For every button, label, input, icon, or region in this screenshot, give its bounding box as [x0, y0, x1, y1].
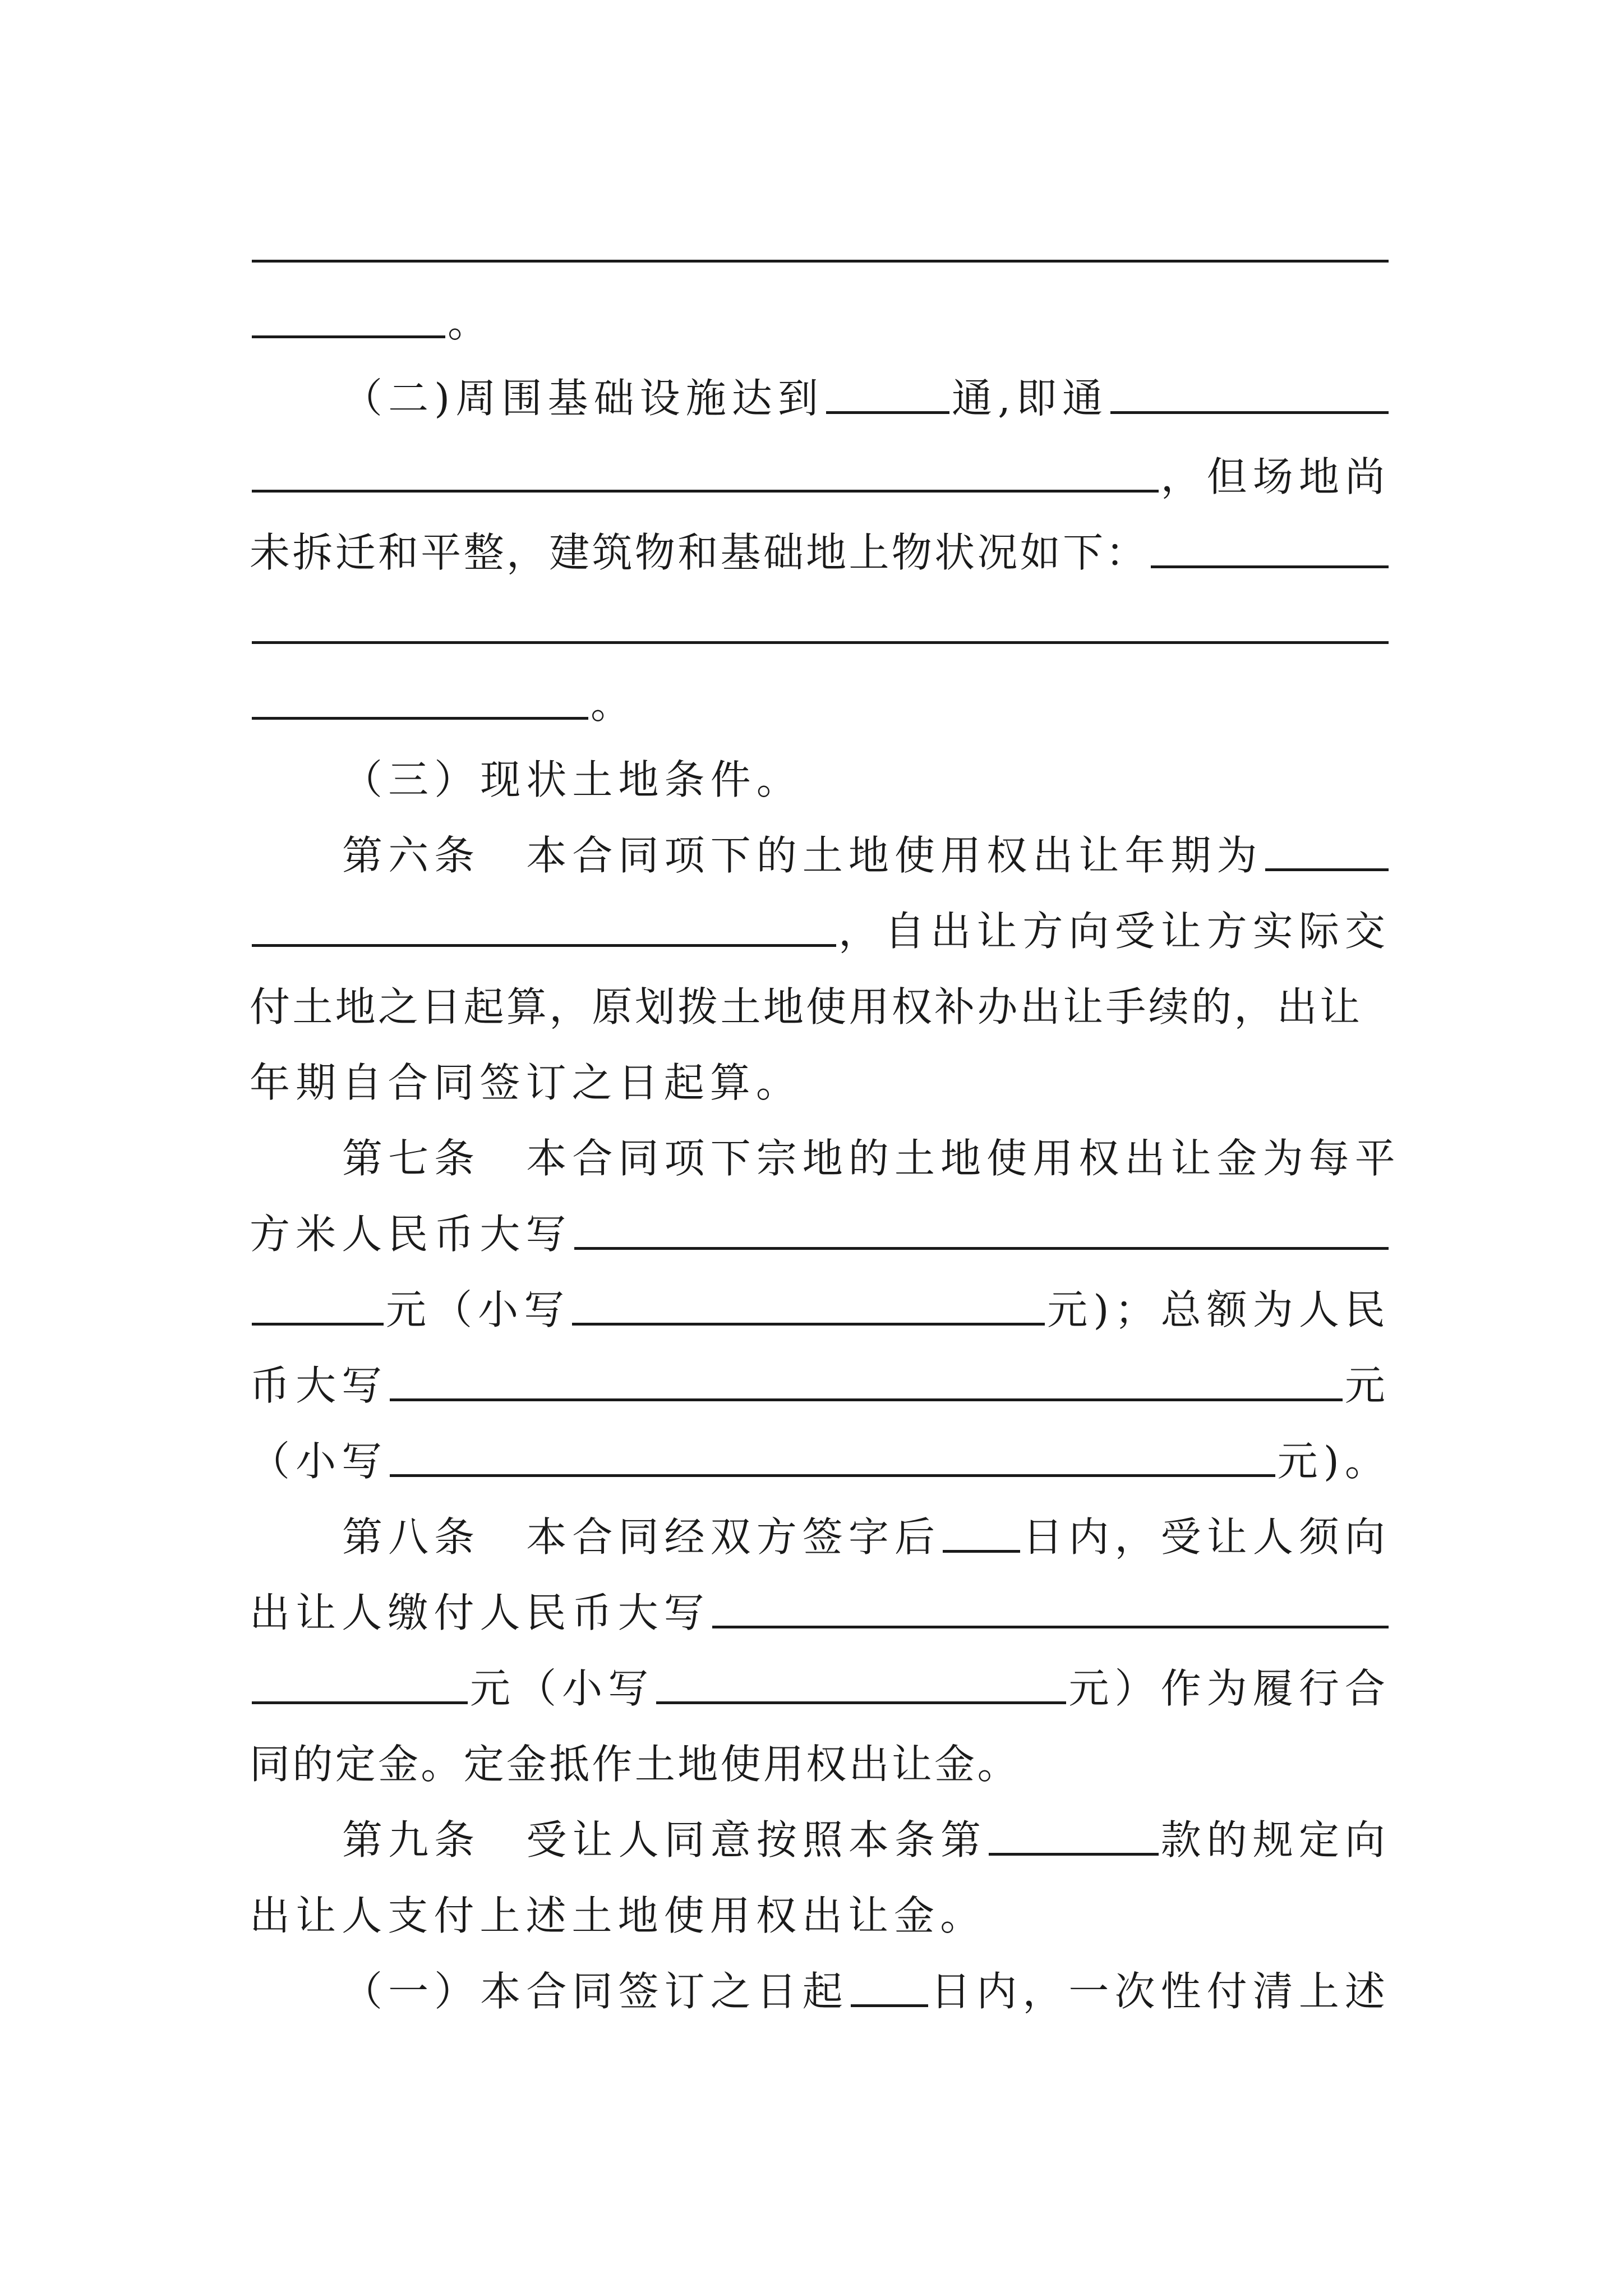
- fill-blank[interactable]: [390, 1474, 1275, 1477]
- article-9-heading: 第九条 受让人同意按照本条第: [342, 1816, 987, 1864]
- doc-line: [250, 875, 1391, 959]
- fill-blank[interactable]: [252, 641, 1389, 644]
- text-segment: 元: [1344, 1362, 1391, 1409]
- blank-line: [250, 572, 1391, 656]
- article-7-heading: 第七条 本合同项下宗地的土地使用权出让金为每平: [342, 1135, 1401, 1182]
- doc-line: [250, 421, 1391, 505]
- text-segment: 同的定金。定金抵作土地使用权出让金。: [250, 1741, 1020, 1788]
- doc-line: [250, 1178, 1391, 1262]
- doc-line: [250, 1405, 1391, 1489]
- fill-blank[interactable]: [390, 1398, 1343, 1401]
- fill-blank[interactable]: [989, 1853, 1158, 1856]
- text-segment: ，但场地尚: [1160, 453, 1391, 500]
- doc-line: [250, 342, 1391, 426]
- text-segment: 款的规定向: [1160, 1816, 1391, 1864]
- fill-blank[interactable]: [252, 490, 1159, 493]
- text-segment: 。: [591, 680, 637, 728]
- doc-line: [250, 1935, 1391, 2019]
- fill-blank[interactable]: [574, 1247, 1389, 1250]
- text-segment: 日内，受让人须向: [1022, 1513, 1391, 1561]
- fill-blank[interactable]: [943, 1550, 1020, 1553]
- fill-blank[interactable]: [252, 1701, 468, 1704]
- fill-blank[interactable]: [252, 717, 588, 720]
- fill-blank[interactable]: [656, 1701, 1066, 1704]
- fill-blank[interactable]: [252, 944, 836, 947]
- doc-line: [250, 648, 1391, 732]
- doc-line: [250, 1027, 1391, 1111]
- text-segment: 元）作为履行合: [1068, 1665, 1391, 1712]
- doc-line: [250, 1557, 1391, 1641]
- fill-blank[interactable]: [252, 335, 445, 338]
- text-segment: （三）现状土地条件。: [342, 756, 803, 803]
- text-segment: 元)；总额为人民: [1047, 1286, 1391, 1333]
- doc-line: [250, 1860, 1391, 1944]
- doc-line: [250, 1481, 1391, 1565]
- text-segment: ，自出让方向受让方实际交: [838, 908, 1391, 955]
- doc-line: [250, 1708, 1391, 1792]
- text-segment: 未拆迁和平整，建筑物和基础地上物状况如下：: [250, 529, 1149, 576]
- article-8-heading: 第八条 本合同经双方签字后: [342, 1513, 941, 1561]
- doc-line: [250, 1784, 1391, 1868]
- fill-blank[interactable]: [1151, 565, 1389, 568]
- blank-line: [250, 191, 1391, 275]
- doc-line: [250, 724, 1391, 808]
- article-6-heading: 第六条 本合同项下的土地使用权出让年期为: [342, 832, 1263, 879]
- doc-line: [250, 1102, 1401, 1186]
- text-segment: 。: [448, 299, 494, 346]
- fill-blank[interactable]: [1265, 868, 1389, 871]
- text-segment: 年期自合同签订之日起算。: [250, 1059, 802, 1106]
- fill-blank[interactable]: [712, 1626, 1389, 1628]
- fill-blank[interactable]: [1110, 411, 1389, 414]
- text-segment: 通,即通: [951, 375, 1109, 422]
- text-segment: （二)周围基础设施达到: [342, 375, 824, 422]
- text-segment: 出让人支付上述土地使用权出让金。: [250, 1892, 986, 1939]
- fill-blank[interactable]: [252, 260, 1389, 263]
- doc-line: [250, 951, 1391, 1035]
- text-segment: 方米人民币大写: [250, 1211, 572, 1258]
- doc-line: [250, 266, 1391, 351]
- fill-blank[interactable]: [572, 1323, 1045, 1326]
- text-segment: 付土地之日起算，原划拨土地使用权补办出让手续的，出让: [250, 983, 1363, 1030]
- doc-line: [250, 496, 1391, 581]
- text-segment: 出让人缴付人民币大写: [250, 1589, 710, 1636]
- doc-line: [250, 799, 1391, 884]
- text-segment: 日内，一次性付清上述: [930, 1968, 1391, 2015]
- doc-line: [250, 1254, 1391, 1338]
- fill-blank[interactable]: [252, 1323, 384, 1326]
- doc-line: [250, 1632, 1391, 1717]
- text-segment: 元)。: [1277, 1438, 1391, 1485]
- text-segment: （小写: [250, 1438, 388, 1485]
- text-segment: 币大写: [250, 1362, 388, 1409]
- doc-line: [250, 1329, 1391, 1414]
- text-segment: （一）本合同签订之日起: [342, 1968, 849, 2015]
- text-segment: 元（小写: [386, 1286, 570, 1333]
- fill-blank[interactable]: [826, 411, 949, 414]
- text-segment: 元（小写: [470, 1665, 654, 1712]
- fill-blank[interactable]: [851, 2004, 928, 2007]
